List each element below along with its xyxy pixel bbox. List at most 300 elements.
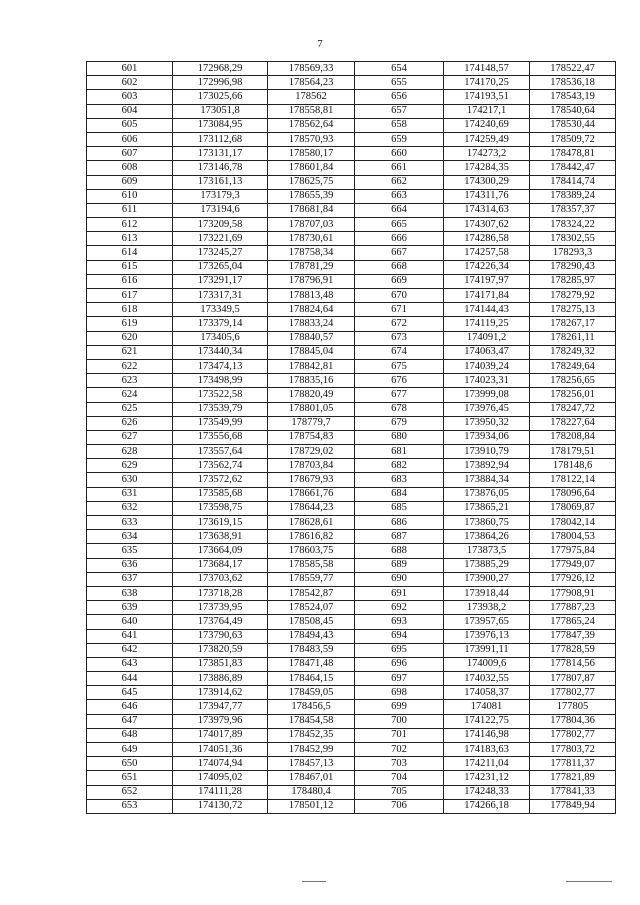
y-coordinate-left: 178603,75 bbox=[268, 544, 355, 558]
point-number-left: 624 bbox=[87, 388, 173, 402]
point-number-right: 705 bbox=[355, 785, 444, 799]
point-number-left: 615 bbox=[87, 260, 173, 274]
y-coordinate-left: 178508,45 bbox=[268, 615, 355, 629]
x-coordinate-right: 173865,21 bbox=[444, 501, 530, 515]
y-coordinate-left: 178703,84 bbox=[268, 459, 355, 473]
x-coordinate-left: 173556,68 bbox=[173, 430, 268, 444]
y-coordinate-left: 178467,01 bbox=[268, 771, 355, 785]
table-row bbox=[87, 572, 616, 586]
point-number-right: 690 bbox=[355, 572, 444, 586]
point-number-left: 631 bbox=[87, 487, 173, 501]
y-coordinate-right: 178096,64 bbox=[530, 487, 616, 501]
table-row bbox=[87, 530, 616, 544]
y-coordinate-right: 178249,32 bbox=[530, 345, 616, 359]
point-number-right: 672 bbox=[355, 317, 444, 331]
x-coordinate-right: 173900,27 bbox=[444, 572, 530, 586]
x-coordinate-right: 174122,75 bbox=[444, 714, 530, 728]
x-coordinate-left: 173349,5 bbox=[173, 303, 268, 317]
point-number-right: 661 bbox=[355, 161, 444, 175]
y-coordinate-right: 178004,53 bbox=[530, 530, 616, 544]
y-coordinate-left: 178781,29 bbox=[268, 260, 355, 274]
table-row bbox=[87, 62, 616, 76]
point-number-left: 653 bbox=[87, 799, 173, 813]
y-coordinate-left: 178480,4 bbox=[268, 785, 355, 799]
table-row bbox=[87, 700, 616, 714]
y-coordinate-right: 177811,37 bbox=[530, 757, 616, 771]
point-number-right: 704 bbox=[355, 771, 444, 785]
point-number-left: 607 bbox=[87, 147, 173, 161]
table-row bbox=[87, 388, 616, 402]
x-coordinate-left: 173557,64 bbox=[173, 445, 268, 459]
table-row bbox=[87, 445, 616, 459]
point-number-right: 687 bbox=[355, 530, 444, 544]
table-row bbox=[87, 473, 616, 487]
table-row bbox=[87, 118, 616, 132]
y-coordinate-right: 178290,43 bbox=[530, 260, 616, 274]
point-number-left: 602 bbox=[87, 76, 173, 90]
point-number-left: 635 bbox=[87, 544, 173, 558]
x-coordinate-right: 173860,75 bbox=[444, 516, 530, 530]
point-number-right: 660 bbox=[355, 147, 444, 161]
y-coordinate-right: 178069,87 bbox=[530, 501, 616, 515]
table-row bbox=[87, 374, 616, 388]
table-row bbox=[87, 132, 616, 146]
y-coordinate-right: 178261,11 bbox=[530, 331, 616, 345]
point-number-left: 614 bbox=[87, 246, 173, 260]
point-number-right: 692 bbox=[355, 601, 444, 615]
y-coordinate-right: 178179,51 bbox=[530, 445, 616, 459]
point-number-right: 662 bbox=[355, 175, 444, 189]
point-number-left: 619 bbox=[87, 317, 173, 331]
x-coordinate-left: 173539,79 bbox=[173, 402, 268, 416]
y-coordinate-right: 177865,24 bbox=[530, 615, 616, 629]
point-number-right: 671 bbox=[355, 303, 444, 317]
y-coordinate-left: 178585,58 bbox=[268, 558, 355, 572]
x-coordinate-right: 173885,29 bbox=[444, 558, 530, 572]
x-coordinate-left: 173619,15 bbox=[173, 516, 268, 530]
point-number-left: 617 bbox=[87, 289, 173, 303]
point-number-left: 603 bbox=[87, 90, 173, 104]
point-number-right: 701 bbox=[355, 728, 444, 742]
y-coordinate-right: 177807,87 bbox=[530, 672, 616, 686]
x-coordinate-left: 173739,95 bbox=[173, 601, 268, 615]
table-row bbox=[87, 785, 616, 799]
point-number-right: 680 bbox=[355, 430, 444, 444]
point-number-left: 606 bbox=[87, 132, 173, 146]
point-number-left: 632 bbox=[87, 501, 173, 515]
point-number-right: 663 bbox=[355, 189, 444, 203]
point-number-left: 644 bbox=[87, 672, 173, 686]
point-number-right: 683 bbox=[355, 473, 444, 487]
point-number-right: 664 bbox=[355, 203, 444, 217]
point-number-right: 678 bbox=[355, 402, 444, 416]
point-number-right: 675 bbox=[355, 359, 444, 373]
x-coordinate-right: 174193,51 bbox=[444, 90, 530, 104]
x-coordinate-left: 173947,77 bbox=[173, 700, 268, 714]
point-number-right: 688 bbox=[355, 544, 444, 558]
table-row bbox=[87, 175, 616, 189]
y-coordinate-right: 177828,59 bbox=[530, 643, 616, 657]
x-coordinate-left: 173084,95 bbox=[173, 118, 268, 132]
y-coordinate-left: 178562 bbox=[268, 90, 355, 104]
x-coordinate-right: 173864,26 bbox=[444, 530, 530, 544]
y-coordinate-left: 178456,5 bbox=[268, 700, 355, 714]
y-coordinate-right: 177805 bbox=[530, 700, 616, 714]
y-coordinate-left: 178681,84 bbox=[268, 203, 355, 217]
y-coordinate-left: 178559,77 bbox=[268, 572, 355, 586]
point-number-left: 630 bbox=[87, 473, 173, 487]
y-coordinate-left: 178457,13 bbox=[268, 757, 355, 771]
y-coordinate-right: 177975,84 bbox=[530, 544, 616, 558]
y-coordinate-left: 178569,33 bbox=[268, 62, 355, 76]
point-number-left: 623 bbox=[87, 374, 173, 388]
x-coordinate-right: 173976,45 bbox=[444, 402, 530, 416]
point-number-right: 676 bbox=[355, 374, 444, 388]
point-number-right: 703 bbox=[355, 757, 444, 771]
table-row bbox=[87, 303, 616, 317]
x-coordinate-left: 174111,28 bbox=[173, 785, 268, 799]
point-number-left: 609 bbox=[87, 175, 173, 189]
x-coordinate-left: 174017,89 bbox=[173, 728, 268, 742]
x-coordinate-left: 173245,27 bbox=[173, 246, 268, 260]
x-coordinate-right: 173957,65 bbox=[444, 615, 530, 629]
y-coordinate-left: 178835,16 bbox=[268, 374, 355, 388]
table-row bbox=[87, 402, 616, 416]
y-coordinate-left: 178464,15 bbox=[268, 672, 355, 686]
point-number-left: 636 bbox=[87, 558, 173, 572]
y-coordinate-left: 178824,64 bbox=[268, 303, 355, 317]
x-coordinate-right: 173918,44 bbox=[444, 586, 530, 600]
y-coordinate-left: 178494,43 bbox=[268, 629, 355, 643]
x-coordinate-right: 174240,69 bbox=[444, 118, 530, 132]
y-coordinate-left: 178845,04 bbox=[268, 345, 355, 359]
y-coordinate-right: 177821,89 bbox=[530, 771, 616, 785]
x-coordinate-right: 174039,24 bbox=[444, 359, 530, 373]
table-row bbox=[87, 629, 616, 643]
point-number-left: 639 bbox=[87, 601, 173, 615]
x-coordinate-left: 173291,17 bbox=[173, 274, 268, 288]
y-coordinate-right: 178530,44 bbox=[530, 118, 616, 132]
y-coordinate-right: 177849,94 bbox=[530, 799, 616, 813]
x-coordinate-right: 174217,1 bbox=[444, 104, 530, 118]
point-number-right: 666 bbox=[355, 232, 444, 246]
x-coordinate-right: 174009,6 bbox=[444, 657, 530, 671]
x-coordinate-right: 174211,04 bbox=[444, 757, 530, 771]
point-number-left: 621 bbox=[87, 345, 173, 359]
table-row bbox=[87, 586, 616, 600]
coordinates-table bbox=[86, 61, 616, 814]
point-number-right: 689 bbox=[355, 558, 444, 572]
x-coordinate-left: 173664,09 bbox=[173, 544, 268, 558]
y-coordinate-left: 178483,59 bbox=[268, 643, 355, 657]
y-coordinate-right: 178414,74 bbox=[530, 175, 616, 189]
point-number-left: 651 bbox=[87, 771, 173, 785]
x-coordinate-left: 173598,75 bbox=[173, 501, 268, 515]
table-row bbox=[87, 487, 616, 501]
y-coordinate-left: 178679,93 bbox=[268, 473, 355, 487]
table-row bbox=[87, 714, 616, 728]
y-coordinate-right: 178249,64 bbox=[530, 359, 616, 373]
y-coordinate-right: 177814,56 bbox=[530, 657, 616, 671]
x-coordinate-left: 173209,58 bbox=[173, 218, 268, 232]
x-coordinate-right: 174266,18 bbox=[444, 799, 530, 813]
point-number-left: 647 bbox=[87, 714, 173, 728]
y-coordinate-right: 178389,24 bbox=[530, 189, 616, 203]
x-coordinate-right: 174248,33 bbox=[444, 785, 530, 799]
y-coordinate-right: 177804,36 bbox=[530, 714, 616, 728]
x-coordinate-left: 173549,99 bbox=[173, 416, 268, 430]
y-coordinate-right: 178509,72 bbox=[530, 132, 616, 146]
point-number-right: 657 bbox=[355, 104, 444, 118]
x-coordinate-right: 173999,08 bbox=[444, 388, 530, 402]
x-coordinate-right: 173938,2 bbox=[444, 601, 530, 615]
table-row bbox=[87, 601, 616, 615]
table-row bbox=[87, 686, 616, 700]
table-row bbox=[87, 615, 616, 629]
point-number-right: 694 bbox=[355, 629, 444, 643]
x-coordinate-left: 173179,3 bbox=[173, 189, 268, 203]
point-number-right: 681 bbox=[355, 445, 444, 459]
y-coordinate-left: 178459,05 bbox=[268, 686, 355, 700]
table-row bbox=[87, 189, 616, 203]
y-coordinate-left: 178840,57 bbox=[268, 331, 355, 345]
y-coordinate-right: 177949,07 bbox=[530, 558, 616, 572]
x-coordinate-left: 173379,14 bbox=[173, 317, 268, 331]
point-number-left: 640 bbox=[87, 615, 173, 629]
point-number-left: 618 bbox=[87, 303, 173, 317]
x-coordinate-left: 173265,04 bbox=[173, 260, 268, 274]
point-number-left: 622 bbox=[87, 359, 173, 373]
x-coordinate-left: 174074,94 bbox=[173, 757, 268, 771]
y-coordinate-right: 178324,22 bbox=[530, 218, 616, 232]
point-number-right: 665 bbox=[355, 218, 444, 232]
y-coordinate-right: 177802,77 bbox=[530, 686, 616, 700]
x-coordinate-right: 174257,58 bbox=[444, 246, 530, 260]
point-number-right: 696 bbox=[355, 657, 444, 671]
x-coordinate-right: 174197,97 bbox=[444, 274, 530, 288]
x-coordinate-right: 174091,2 bbox=[444, 331, 530, 345]
table-row bbox=[87, 672, 616, 686]
x-coordinate-left: 173405,6 bbox=[173, 331, 268, 345]
y-coordinate-left: 178661,76 bbox=[268, 487, 355, 501]
table-row bbox=[87, 544, 616, 558]
table-row bbox=[87, 728, 616, 742]
x-coordinate-right: 174231,12 bbox=[444, 771, 530, 785]
point-number-right: 667 bbox=[355, 246, 444, 260]
x-coordinate-left: 174130,72 bbox=[173, 799, 268, 813]
y-coordinate-left: 178452,99 bbox=[268, 743, 355, 757]
table-row bbox=[87, 161, 616, 175]
table-row bbox=[87, 757, 616, 771]
y-coordinate-right: 178227,64 bbox=[530, 416, 616, 430]
page-number: 7 bbox=[317, 38, 323, 50]
table-row bbox=[87, 799, 616, 813]
x-coordinate-right: 174311,76 bbox=[444, 189, 530, 203]
point-number-right: 698 bbox=[355, 686, 444, 700]
x-coordinate-left: 173886,89 bbox=[173, 672, 268, 686]
x-coordinate-left: 173764,49 bbox=[173, 615, 268, 629]
table-row bbox=[87, 657, 616, 671]
table-row bbox=[87, 743, 616, 757]
point-number-right: 699 bbox=[355, 700, 444, 714]
x-coordinate-left: 172996,98 bbox=[173, 76, 268, 90]
y-coordinate-right: 178279,92 bbox=[530, 289, 616, 303]
point-number-left: 620 bbox=[87, 331, 173, 345]
y-coordinate-left: 178524,07 bbox=[268, 601, 355, 615]
table-row bbox=[87, 147, 616, 161]
y-coordinate-left: 178452,35 bbox=[268, 728, 355, 742]
y-coordinate-left: 178655,39 bbox=[268, 189, 355, 203]
x-coordinate-left: 173221,69 bbox=[173, 232, 268, 246]
point-number-left: 642 bbox=[87, 643, 173, 657]
table-row bbox=[87, 218, 616, 232]
table-row bbox=[87, 203, 616, 217]
point-number-left: 646 bbox=[87, 700, 173, 714]
y-coordinate-left: 178542,87 bbox=[268, 586, 355, 600]
y-coordinate-left: 178707,03 bbox=[268, 218, 355, 232]
table-row bbox=[87, 232, 616, 246]
y-coordinate-right: 178275,13 bbox=[530, 303, 616, 317]
y-coordinate-right: 178357,37 bbox=[530, 203, 616, 217]
point-number-right: 706 bbox=[355, 799, 444, 813]
coordinates-table-body bbox=[87, 62, 616, 814]
x-coordinate-left: 174095,02 bbox=[173, 771, 268, 785]
point-number-right: 668 bbox=[355, 260, 444, 274]
y-coordinate-right: 178247,72 bbox=[530, 402, 616, 416]
point-number-right: 697 bbox=[355, 672, 444, 686]
y-coordinate-right: 178256,65 bbox=[530, 374, 616, 388]
point-number-left: 643 bbox=[87, 657, 173, 671]
y-coordinate-left: 178842,81 bbox=[268, 359, 355, 373]
x-coordinate-right: 174023,31 bbox=[444, 374, 530, 388]
x-coordinate-left: 173562,74 bbox=[173, 459, 268, 473]
y-coordinate-left: 178564,23 bbox=[268, 76, 355, 90]
table-row bbox=[87, 331, 616, 345]
point-number-left: 633 bbox=[87, 516, 173, 530]
point-number-right: 659 bbox=[355, 132, 444, 146]
table-row bbox=[87, 246, 616, 260]
y-coordinate-right: 178536,18 bbox=[530, 76, 616, 90]
y-coordinate-left: 178644,23 bbox=[268, 501, 355, 515]
x-coordinate-right: 174032,55 bbox=[444, 672, 530, 686]
table-row bbox=[87, 459, 616, 473]
point-number-right: 693 bbox=[355, 615, 444, 629]
y-coordinate-left: 178796,91 bbox=[268, 274, 355, 288]
x-coordinate-left: 173703,62 bbox=[173, 572, 268, 586]
point-number-right: 702 bbox=[355, 743, 444, 757]
y-coordinate-right: 178256,01 bbox=[530, 388, 616, 402]
y-coordinate-right: 178478,81 bbox=[530, 147, 616, 161]
y-coordinate-right: 177908,91 bbox=[530, 586, 616, 600]
table-row bbox=[87, 430, 616, 444]
point-number-left: 605 bbox=[87, 118, 173, 132]
y-coordinate-right: 177887,23 bbox=[530, 601, 616, 615]
y-coordinate-left: 178813,48 bbox=[268, 289, 355, 303]
x-coordinate-right: 174148,57 bbox=[444, 62, 530, 76]
table-row bbox=[87, 76, 616, 90]
point-number-left: 612 bbox=[87, 218, 173, 232]
y-coordinate-right: 178302,55 bbox=[530, 232, 616, 246]
y-coordinate-left: 178558,81 bbox=[268, 104, 355, 118]
point-number-right: 677 bbox=[355, 388, 444, 402]
y-coordinate-right: 177802,77 bbox=[530, 728, 616, 742]
x-coordinate-right: 173976,13 bbox=[444, 629, 530, 643]
footer-mark-left bbox=[302, 881, 326, 882]
table-row bbox=[87, 771, 616, 785]
x-coordinate-left: 173146,78 bbox=[173, 161, 268, 175]
table-row bbox=[87, 90, 616, 104]
point-number-right: 682 bbox=[355, 459, 444, 473]
point-number-right: 673 bbox=[355, 331, 444, 345]
point-number-left: 645 bbox=[87, 686, 173, 700]
point-number-left: 608 bbox=[87, 161, 173, 175]
x-coordinate-right: 174144,43 bbox=[444, 303, 530, 317]
y-coordinate-right: 178122,14 bbox=[530, 473, 616, 487]
x-coordinate-left: 173161,13 bbox=[173, 175, 268, 189]
point-number-right: 700 bbox=[355, 714, 444, 728]
point-number-right: 684 bbox=[355, 487, 444, 501]
point-number-left: 625 bbox=[87, 402, 173, 416]
x-coordinate-right: 174259,49 bbox=[444, 132, 530, 146]
y-coordinate-left: 178820,49 bbox=[268, 388, 355, 402]
y-coordinate-right: 178208,84 bbox=[530, 430, 616, 444]
y-coordinate-right: 177841,33 bbox=[530, 785, 616, 799]
x-coordinate-right: 173873,5 bbox=[444, 544, 530, 558]
point-number-right: 658 bbox=[355, 118, 444, 132]
x-coordinate-right: 174300,29 bbox=[444, 175, 530, 189]
point-number-right: 670 bbox=[355, 289, 444, 303]
x-coordinate-right: 174170,25 bbox=[444, 76, 530, 90]
x-coordinate-left: 173440,34 bbox=[173, 345, 268, 359]
x-coordinate-right: 174284,35 bbox=[444, 161, 530, 175]
x-coordinate-left: 173914,62 bbox=[173, 686, 268, 700]
x-coordinate-left: 173684,17 bbox=[173, 558, 268, 572]
y-coordinate-left: 178601,84 bbox=[268, 161, 355, 175]
y-coordinate-left: 178616,82 bbox=[268, 530, 355, 544]
table-row bbox=[87, 317, 616, 331]
x-coordinate-right: 173892,94 bbox=[444, 459, 530, 473]
y-coordinate-left: 178562,64 bbox=[268, 118, 355, 132]
x-coordinate-right: 173934,06 bbox=[444, 430, 530, 444]
y-coordinate-left: 178729,02 bbox=[268, 445, 355, 459]
table-row bbox=[87, 501, 616, 515]
x-coordinate-right: 173910,79 bbox=[444, 445, 530, 459]
point-number-left: 634 bbox=[87, 530, 173, 544]
table-row bbox=[87, 643, 616, 657]
y-coordinate-right: 178293,3 bbox=[530, 246, 616, 260]
x-coordinate-right: 174081 bbox=[444, 700, 530, 714]
y-coordinate-right: 178148,6 bbox=[530, 459, 616, 473]
y-coordinate-left: 178754,83 bbox=[268, 430, 355, 444]
x-coordinate-left: 173522,58 bbox=[173, 388, 268, 402]
x-coordinate-left: 173572,62 bbox=[173, 473, 268, 487]
x-coordinate-right: 174063,47 bbox=[444, 345, 530, 359]
point-number-right: 679 bbox=[355, 416, 444, 430]
point-number-left: 637 bbox=[87, 572, 173, 586]
y-coordinate-right: 178540,64 bbox=[530, 104, 616, 118]
x-coordinate-left: 173585,68 bbox=[173, 487, 268, 501]
table-row bbox=[87, 516, 616, 530]
y-coordinate-left: 178454,58 bbox=[268, 714, 355, 728]
x-coordinate-left: 173820,59 bbox=[173, 643, 268, 657]
x-coordinate-left: 172968,29 bbox=[173, 62, 268, 76]
point-number-right: 695 bbox=[355, 643, 444, 657]
x-coordinate-left: 173790,63 bbox=[173, 629, 268, 643]
x-coordinate-right: 174273,2 bbox=[444, 147, 530, 161]
point-number-left: 629 bbox=[87, 459, 173, 473]
point-number-right: 674 bbox=[355, 345, 444, 359]
y-coordinate-left: 178580,17 bbox=[268, 147, 355, 161]
